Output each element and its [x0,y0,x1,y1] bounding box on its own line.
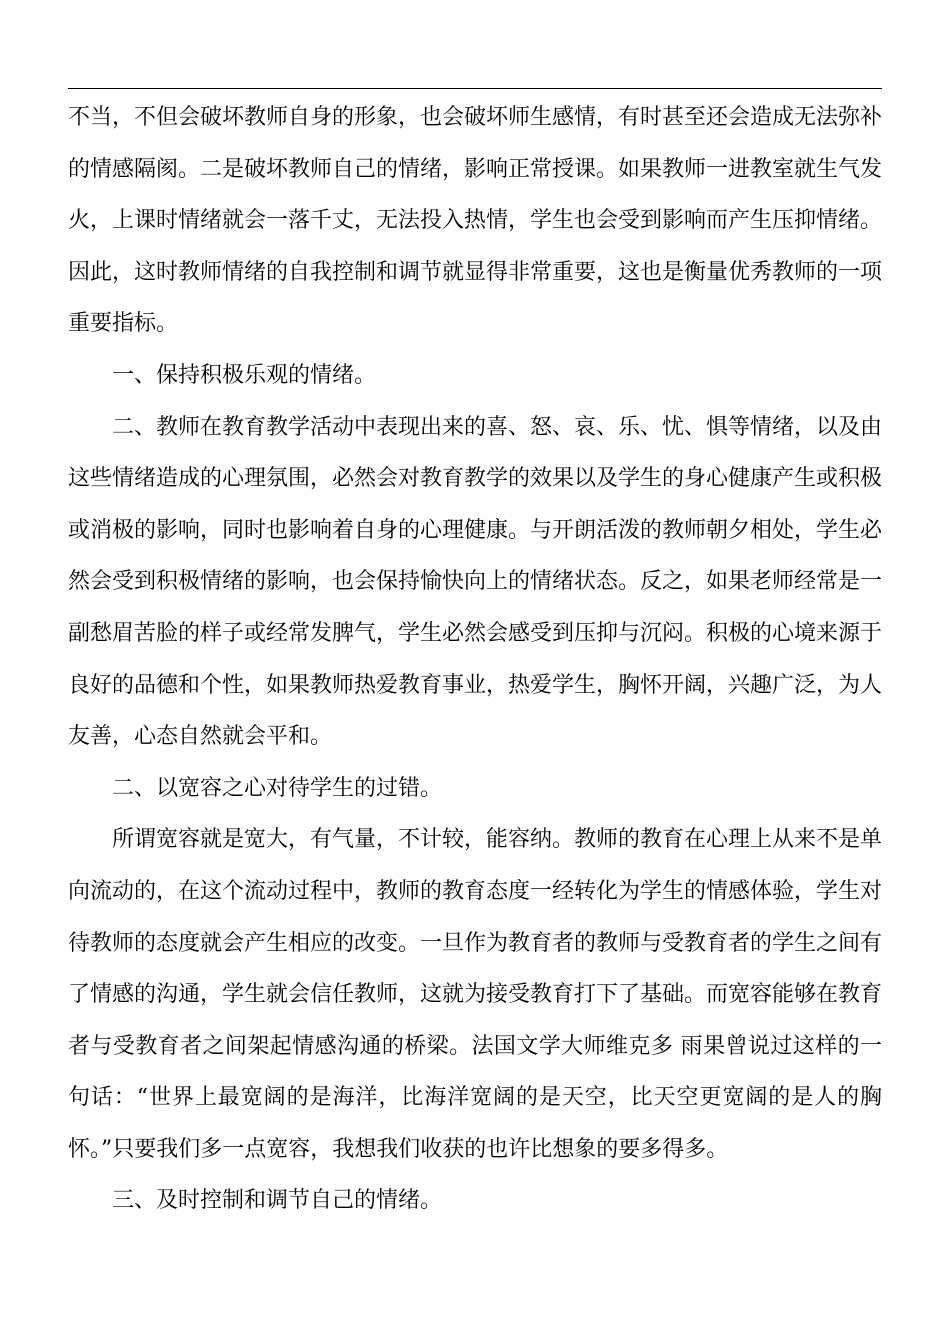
paragraph-tolerance: 所谓宽容就是宽大，有气量，不计较，能容纳。教师的教育在心理上从来不是单向流动的，在这个流动过程中，教师的教育态度一经转化为学生的情感体验，学生对待教师的态度就会产生相应的改变。一旦作为教育者的教师与受教育者的学生之间有了情感的沟通，学生就会信任教师，这就为接受教育打下了基础。而宽容能够在教育者与受教育者之间架起情感沟通的桥梁。法国文学大师维克多 雨果曾说过这样的一句话：“世界上最宽阔的是海洋，比海洋宽阔的是天空，比天空更宽阔的是人的胸怀。”只要我们多一点宽容，我想我们收获的也许比想象的要多得多。 [68,827,883,1162]
paragraph-continuation: 不当，不但会破坏教师自身的形象，也会破坏师生感情，有时甚至还会造成无法弥补的情感隔阂。二是破坏教师自己的情绪，影响正常授课。如果教师一进教室就生气发火，上课时情绪就会一落千丈，无法投入热情，学生也会受到影响而产生压抑情绪。因此，这时教师情绪的自我控制和调节就显得非常重要，这也是衡量优秀教师的一项重要指标。 [68,105,883,337]
paragraph-teacher-emotions: 二、教师在教育教学活动中表现出来的喜、怒、哀、乐、忧、惧等情绪，以及由这些情绪造成的心理氛围，必然会对教育教学的效果以及学生的身心健康产生或积极或消极的影响，同时也影响着自身的心理健康。与开朗活泼的教师朝夕相处，学生必然会受到积极情绪的影响，也会保持愉快向上的情绪状态。反之，如果老师经常是一副愁眉苦脸的样子或经常发脾气，学生必然会感受到压抑与沉闷。积极的心境来源于良好的品德和个性，如果教师热爱教育事业，热爱学生，胸怀开阔，兴趣广泛，为人友善，心态自然就会平和。 [68,414,883,750]
section-heading-tolerance: 二、以宽容之心对待学生的过错。 [112,775,443,801]
section-heading-positive-emotion: 一、保持积极乐观的情绪。 [112,362,377,388]
header-rule [68,88,882,89]
document-body [68,92,882,1227]
section-heading-emotion-control: 三、及时控制和调节自己的情绪。 [112,1188,443,1214]
